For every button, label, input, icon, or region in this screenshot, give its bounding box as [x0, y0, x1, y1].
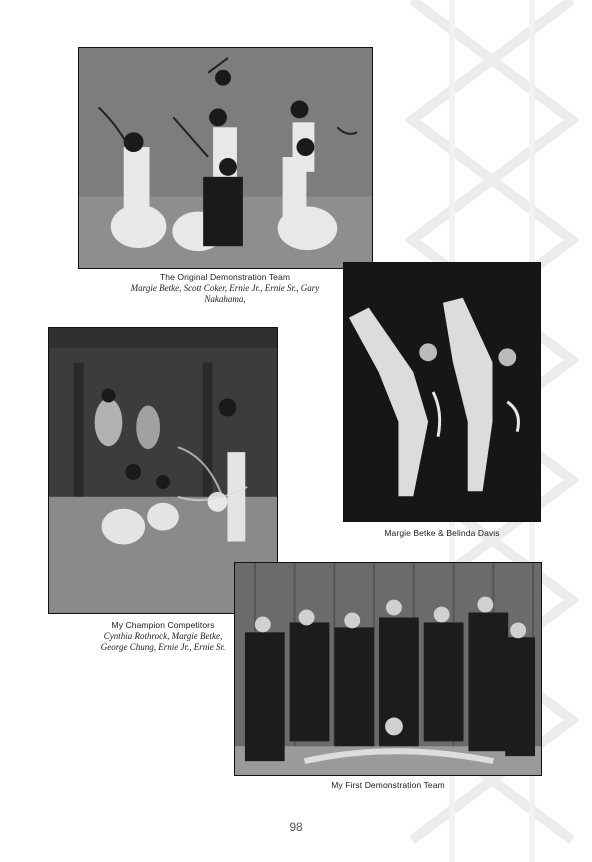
caption-title: The Original Demonstration Team [159, 272, 291, 282]
caption-title: Margie Betke & Belinda Davis [384, 528, 500, 538]
caption-betke-davis [343, 528, 541, 539]
caption-original-team [120, 272, 330, 305]
photo-original-team [78, 47, 373, 269]
photo-betke-davis [343, 262, 541, 522]
caption-first-team [280, 780, 496, 791]
caption-title: My Champion Competitors [111, 620, 215, 630]
caption-subtitle-line1: Cynthia Rothrock, Margie Betke, [103, 631, 223, 641]
caption-title: My First Demonstration Team [331, 780, 445, 790]
caption-subtitle: Margie Betke, Scott Coker, Ernie Jr., Ernie Sr., Gary Nakahama, [130, 283, 320, 304]
caption-subtitle-line2: George Chung, Ernie Jr., Ernie Sr. [100, 642, 226, 652]
photo-first-team [234, 562, 542, 776]
page-number: 98 [289, 820, 303, 834]
